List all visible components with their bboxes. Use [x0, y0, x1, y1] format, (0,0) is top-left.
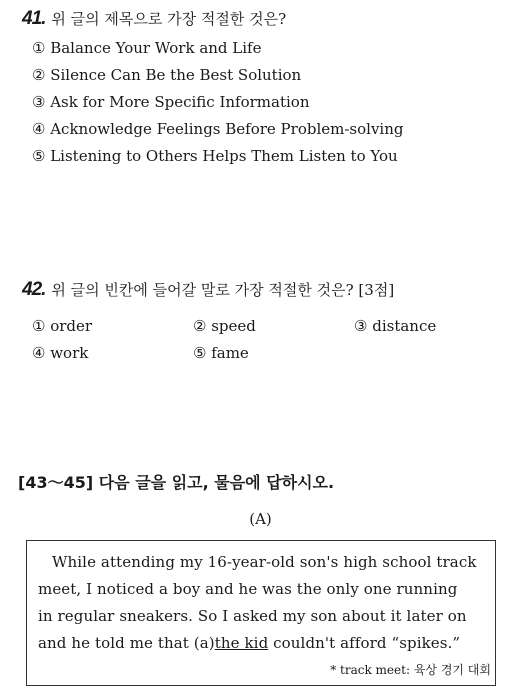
passage-line: meet, I noticed a boy and he was the only one running — [38, 580, 458, 598]
question-text: 위 글의 제목으로 가장 적절한 것은? — [51, 10, 287, 28]
option-item[interactable]: ④ work — [32, 344, 89, 362]
option-item[interactable]: ④ Acknowledge Feelings Before Problem-solving — [32, 120, 404, 138]
option-item[interactable]: ② Silence Can Be the Best Solution — [32, 66, 302, 84]
question-text: 위 글의 빈칸에 들어갈 말로 가장 적절한 것은? [3점] — [51, 281, 395, 299]
passage-text: couldn't afford “spikes.” — [268, 634, 461, 652]
question-number: 41. — [22, 8, 46, 29]
footnote: * track meet: 육상 경기 대회 — [330, 663, 491, 677]
passage-label: (A) — [249, 510, 272, 528]
underlined-phrase: the kid — [214, 634, 269, 652]
passage-line — [38, 634, 460, 652]
question-42 — [22, 279, 394, 301]
passage-line: in regular sneakers. So I asked my son about it later on — [38, 607, 467, 625]
section-heading: [43～45] 다음 글을 읽고, 물음에 답하시오. — [18, 473, 335, 492]
option-item[interactable]: ① Balance Your Work and Life — [32, 39, 262, 57]
option-item[interactable]: ⑤ Listening to Others Helps Them Listen to You — [32, 147, 398, 165]
option-item[interactable]: ③ Ask for More Specific Information — [32, 93, 310, 111]
passage-text: and he told me that (a) — [38, 634, 215, 652]
option-item[interactable]: ③ distance — [354, 317, 437, 335]
option-item[interactable]: ① order — [32, 317, 93, 335]
option-item[interactable]: ② speed — [193, 317, 256, 335]
question-41 — [22, 8, 286, 30]
passage-line: While attending my 16-year-old son's high school track — [52, 553, 477, 571]
question-number: 42. — [22, 279, 46, 300]
option-item[interactable]: ⑤ fame — [193, 344, 249, 362]
